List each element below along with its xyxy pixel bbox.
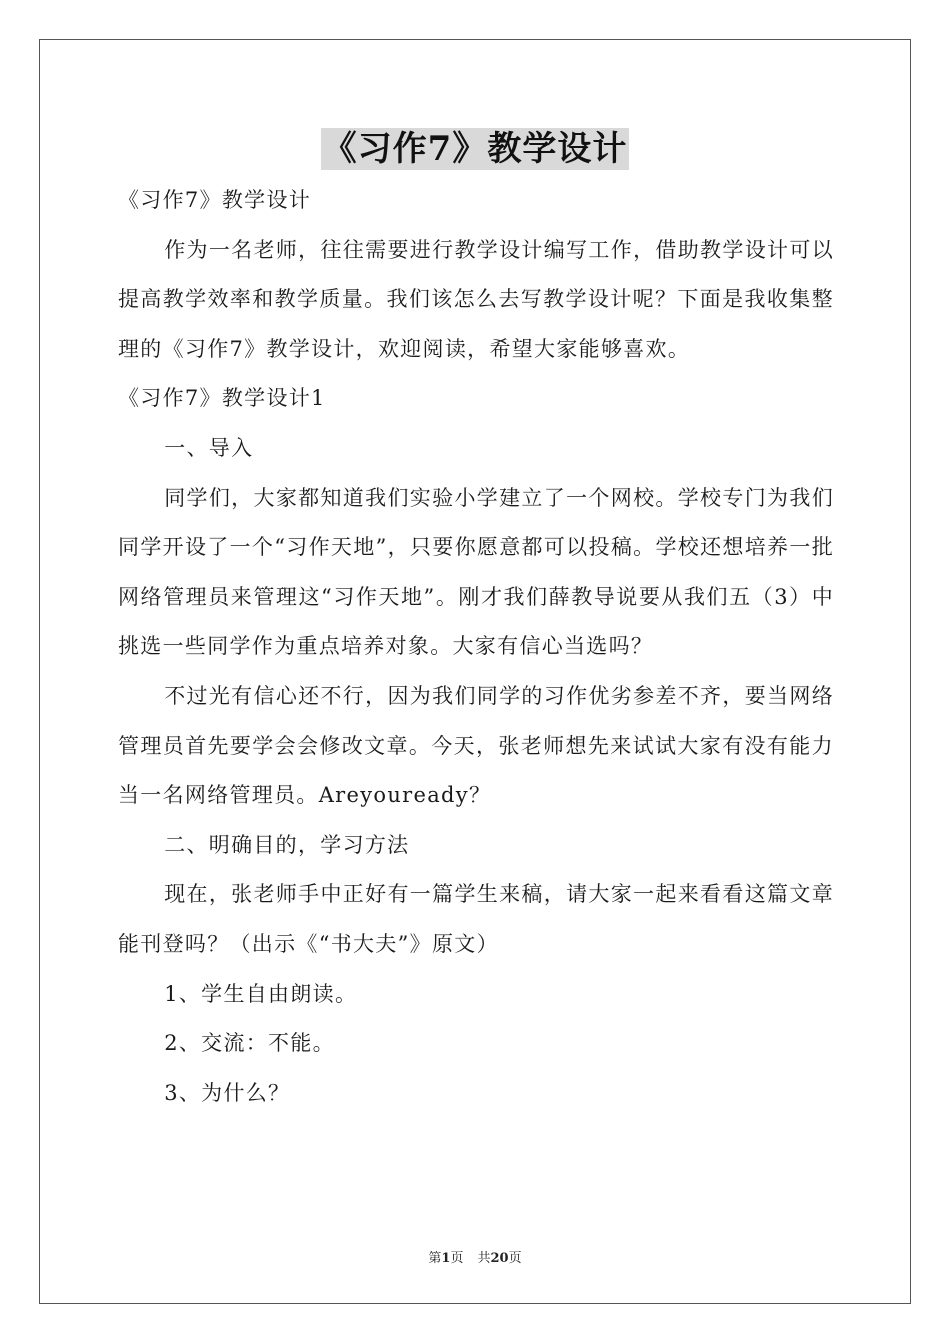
paragraph: 作为一名老师，往往需要进行教学设计编写工作，借助教学设计可以提高教学效率和教学质量。我们该怎么去写教学设计呢？下面是我收集整理的《习作7》教学设计，欢迎阅读，希望大家能够喜欢。 <box>118 237 834 361</box>
title-container <box>0 128 950 170</box>
page-footer <box>0 1247 950 1266</box>
document-body <box>118 176 834 1118</box>
footer-page-number: 1 <box>441 1251 451 1266</box>
list-item: 2、交流：不能。 <box>164 1031 335 1056</box>
paragraph: 《习作7》教学设计 <box>118 188 312 212</box>
paragraph: 同学们，大家都知道我们实验小学建立了一个网校。学校专门为我们同学开设了一个“习作天地”，只要你愿意都可以投稿。学校还想培养一批网络管理员来管理这“习作天地”。刚才我们薛教导说要从我们五（3）中挑选一些同学作为重点培养对象。大家有信心当选吗？ <box>118 485 834 659</box>
footer-total-suffix: 页 <box>508 1251 522 1266</box>
paragraph: 现在，张老师手中正好有一篇学生来稿，请大家一起来看看这篇文章能刊登吗？（出示《“书大夫”》原文） <box>118 882 834 956</box>
paragraph: 《习作7》教学设计1 <box>118 386 326 411</box>
footer-page-prefix: 第 <box>428 1251 442 1266</box>
section-heading: 二、明确目的，学习方法 <box>164 832 410 857</box>
list-item: 3、为什么？ <box>164 1080 291 1105</box>
paragraph: 不过光有信心还不行，因为我们同学的习作优劣参差不齐，要当网络管理员首先要学会会修改文章。今天，张老师想先来试试大家有没有能力当一名网络管理员。Areyouready？ <box>118 683 834 808</box>
footer-total-pages: 20 <box>490 1251 509 1266</box>
footer-total-prefix: 共 <box>477 1251 491 1266</box>
list-item: 1、学生自由朗读。 <box>164 981 358 1006</box>
footer-page-suffix: 页 <box>450 1251 464 1266</box>
document-title: 《习作7》教学设计 <box>322 129 628 169</box>
section-heading: 一、导入 <box>164 435 254 460</box>
